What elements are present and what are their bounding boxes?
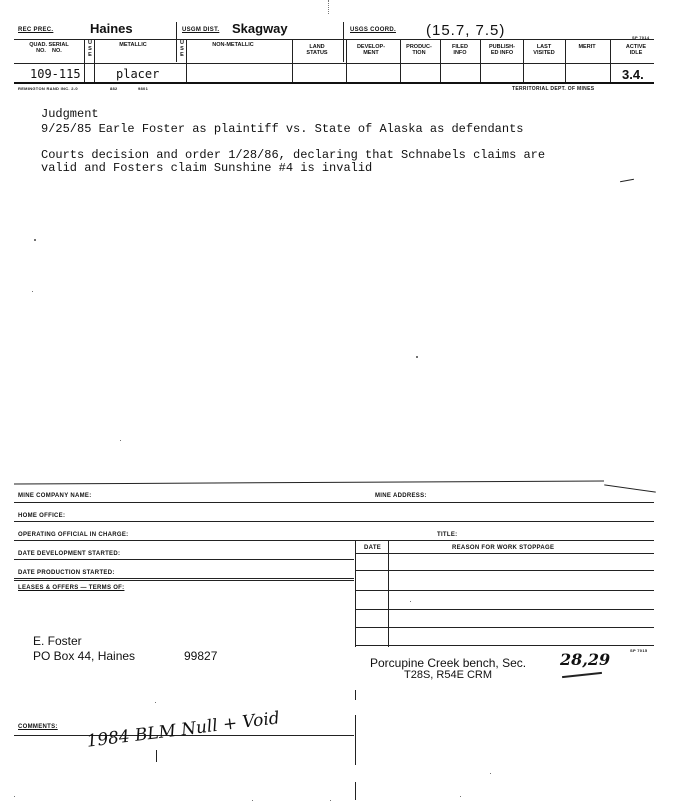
speck	[410, 601, 411, 602]
rec-prec-label: REC PREC.	[18, 27, 54, 33]
rule	[356, 645, 654, 646]
col-merit: MERIT	[578, 44, 596, 50]
col-last-visited: LAST VISITED	[533, 44, 555, 56]
owner-address: PO Box 44, Haines	[33, 649, 136, 663]
rule	[356, 627, 654, 628]
grid-line	[440, 39, 441, 82]
rule	[14, 578, 354, 579]
body-line-4: valid and Fosters claim Sunshine #4 is invalid	[41, 161, 373, 175]
divider	[176, 22, 177, 62]
grid-line	[355, 715, 356, 765]
form-number: SP 7014	[632, 35, 650, 40]
grid-line	[388, 540, 389, 647]
grid-line	[346, 39, 347, 82]
body-line-1: Judgment	[41, 107, 99, 121]
rule	[14, 480, 604, 484]
col-metallic: METALLIC	[119, 42, 147, 48]
grid-line	[610, 39, 611, 82]
speck	[252, 800, 253, 801]
grid-line	[186, 39, 187, 82]
col-quad-serial: QUAD. SERIAL NO. NO.	[29, 42, 69, 54]
rule	[14, 502, 654, 503]
usgm-dist-label: USGM DIST.	[182, 27, 220, 33]
col-active-idle: ACTIVE IDLE	[625, 44, 647, 56]
home-office-label: HOME OFFICE:	[18, 513, 66, 519]
comment-handwritten: 1984 BLM Null + Void	[85, 708, 281, 752]
footer-strip-code1: 882	[110, 86, 118, 91]
body-line-2: 9/25/85 Earle Foster as plaintiff vs. State of Alaska as defendants	[41, 122, 524, 136]
rule	[14, 521, 654, 522]
footer-strip-code2: 9801	[138, 86, 149, 91]
leases-label: LEASES & OFFERS — TERMS OF:	[18, 585, 125, 591]
form-number-2: SP 7015	[630, 648, 648, 653]
rule	[356, 609, 654, 610]
grid-line	[292, 39, 293, 82]
location-line-1: Porcupine Creek bench, Sec.	[370, 656, 527, 670]
rule	[14, 540, 654, 541]
rule	[604, 484, 656, 492]
grid-line	[355, 540, 356, 647]
rule	[14, 559, 354, 560]
col-non-metallic: NON-METALLIC	[212, 42, 254, 48]
metallic-value: placer	[116, 67, 160, 81]
rule	[356, 553, 654, 554]
reason-column-header: REASON FOR WORK STOPPAGE	[452, 545, 555, 551]
usgs-coord-label: USGS COORD.	[350, 27, 396, 33]
date-production-label: DATE PRODUCTION STARTED:	[18, 570, 115, 576]
rule	[356, 590, 654, 591]
grid-line	[84, 39, 85, 82]
speck	[490, 773, 491, 774]
speck	[14, 796, 15, 797]
mine-company-name-label: MINE COMPANY NAME:	[18, 493, 92, 499]
mine-address-label: MINE ADDRESS:	[375, 493, 427, 499]
col-use-2: U S E	[180, 40, 184, 58]
grid-line	[523, 39, 524, 82]
comments-label: COMMENTS:	[18, 724, 58, 730]
col-production: PRODUC- TION	[406, 44, 432, 56]
speck	[120, 440, 121, 441]
active-idle-mark: 3.4.	[622, 67, 644, 82]
title-label: TITLE:	[437, 532, 458, 538]
usgm-dist-value: Skagway	[232, 21, 288, 36]
date-column-header: DATE	[364, 545, 382, 551]
rule	[14, 580, 354, 581]
fold-mark	[328, 0, 329, 14]
body-line-3: Courts decision and order 1/28/86, declaring that Schnabels claims are	[41, 148, 546, 162]
speck	[155, 702, 156, 703]
grid-line	[355, 690, 356, 700]
divider	[343, 22, 344, 62]
rule	[14, 63, 654, 64]
grid-line	[400, 39, 401, 82]
col-use-1: U S E	[88, 40, 92, 58]
col-filed-info: FILED INFO	[452, 44, 468, 56]
footer-strip-left: REMINGTON RAND INC. 2-0	[18, 86, 78, 91]
pencil-mark	[620, 179, 634, 182]
rule	[14, 82, 654, 84]
section-handwritten: 28,29	[560, 650, 611, 669]
location-line-2: T28S, R54E CRM	[404, 669, 493, 681]
col-published-info: PUBLISH- ED INFO	[489, 44, 515, 56]
usgs-coord-value: (15.7, 7.5)	[426, 22, 506, 39]
grid-line	[480, 39, 481, 82]
speck	[416, 356, 418, 358]
rec-prec-value: Haines	[90, 21, 133, 36]
pencil-mark	[156, 750, 157, 762]
grid-line	[94, 39, 95, 82]
underline-mark	[562, 672, 602, 678]
rule	[356, 570, 654, 571]
owner-zip: 99827	[184, 649, 218, 663]
rule	[14, 39, 654, 40]
speck	[330, 800, 331, 801]
speck	[460, 796, 461, 797]
speck	[32, 291, 33, 292]
grid-line	[355, 782, 356, 800]
col-development: DEVELOP- MENT	[356, 44, 386, 56]
speck	[34, 239, 36, 241]
operating-official-label: OPERATING OFFICIAL IN CHARGE:	[18, 532, 129, 538]
col-land-status: LAND STATUS	[306, 44, 328, 56]
serial-number: 109-115	[30, 67, 81, 81]
date-development-label: DATE DEVELOPMENT STARTED:	[18, 551, 121, 557]
footer-strip-right: TERRITORIAL DEPT. OF MINES	[512, 86, 595, 92]
grid-line	[565, 39, 566, 82]
owner-name: E. Foster	[33, 634, 82, 648]
